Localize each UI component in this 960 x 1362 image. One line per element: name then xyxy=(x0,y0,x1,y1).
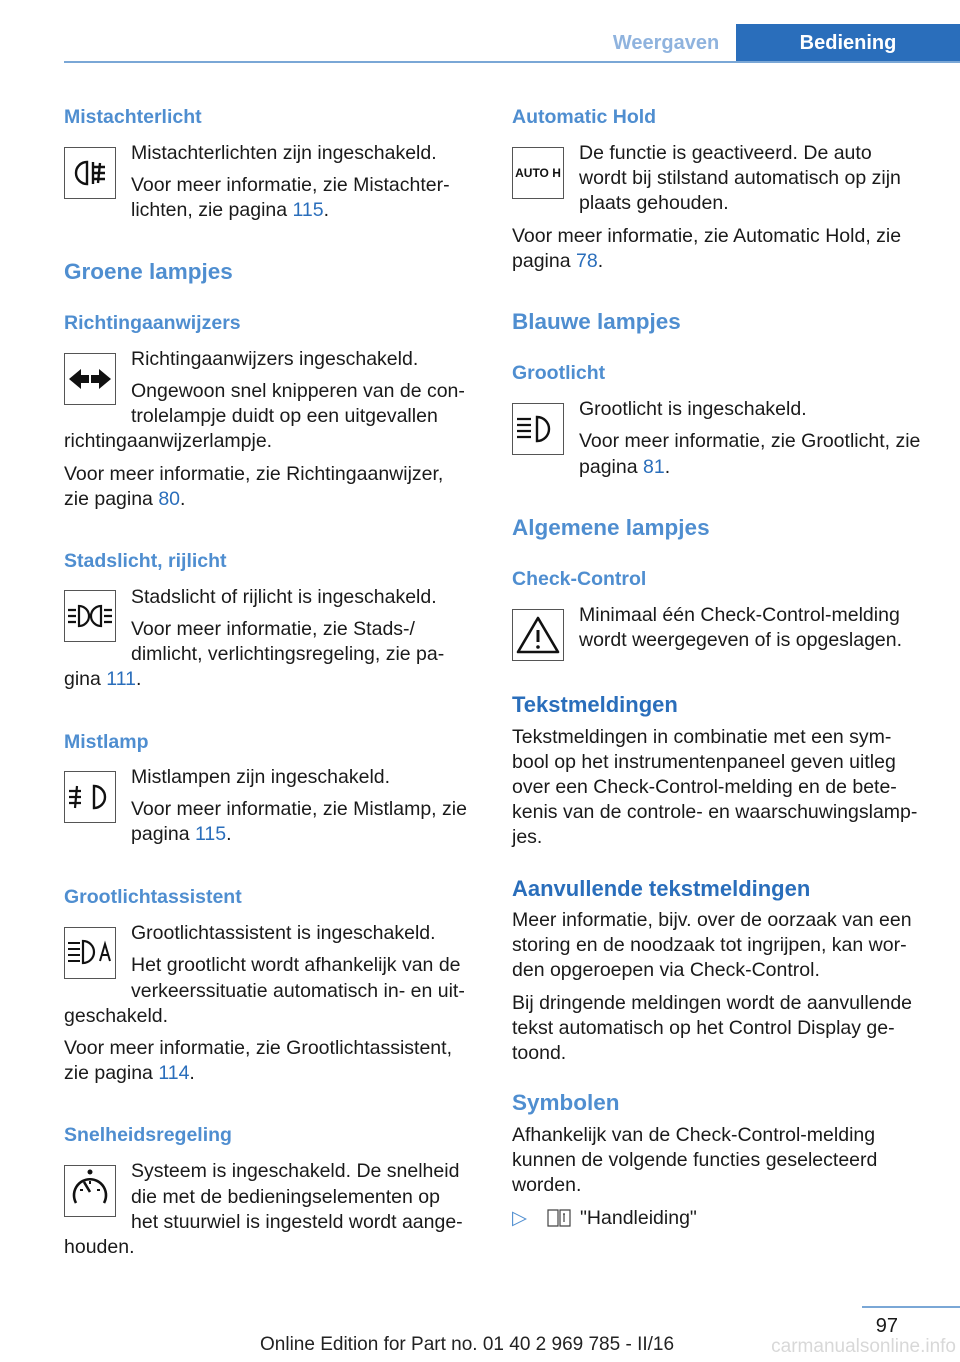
text-line: houden. xyxy=(64,1236,135,1258)
page-link[interactable]: 78 xyxy=(575,250,598,272)
text-line: pagina 115. xyxy=(131,823,232,845)
watermark: carmanualsonline.info xyxy=(771,1336,956,1357)
text-line: dimlicht, verlichtingsregeling, zie pa- xyxy=(131,643,445,665)
bullet-icon: ▷ xyxy=(512,1207,527,1229)
text-line: wordt bij stilstand automatisch op zijn xyxy=(579,167,901,189)
text-line: trolelampje duidt op een uitgevallen xyxy=(131,405,438,427)
text-line: wordt weergegeven of is opgeslagen. xyxy=(579,629,903,651)
heading-grootlicht: Grootlicht xyxy=(512,362,606,384)
heading-mistachterlicht: Mistachterlicht xyxy=(64,106,202,128)
text-line: den opgeroepen via Check-Control. xyxy=(512,959,820,981)
text-line: plaats gehouden. xyxy=(579,192,729,214)
high-beam-icon xyxy=(512,403,564,455)
auto-hold-icon-text: AUTO H xyxy=(515,166,561,180)
page-link[interactable]: 115 xyxy=(292,199,324,221)
tab-bediening[interactable]: Bediening xyxy=(736,24,960,62)
text-line: Meer informatie, bijv. over de oorzaak van een xyxy=(512,909,912,931)
text-line: Systeem is ingeschakeld. De snelheid xyxy=(131,1160,460,1182)
text-line: Bij dringende meldingen wordt de aanvullende xyxy=(512,992,913,1014)
text-line: kenis van de controle- en waarschuwingslamp- xyxy=(512,801,918,823)
text-line: Voor meer informatie, zie Stads-/ xyxy=(131,618,415,640)
heading-mistlamp: Mistlamp xyxy=(64,731,149,753)
rear-fog-light-icon xyxy=(64,147,116,199)
heading-algemene-lampjes: Algemene lampjes xyxy=(512,515,710,540)
heading-richtingaanwijzers: Richtingaanwijzers xyxy=(64,312,241,334)
text-line: tekst automatisch op het Control Display ge- xyxy=(512,1017,895,1039)
text-line: Voor meer informatie, zie Grootlichtassistent, xyxy=(64,1037,452,1059)
text-line: toond. xyxy=(512,1042,567,1064)
text-line: lichten, zie pagina 115. xyxy=(131,199,330,221)
heading-aanvullende-tekstmeldingen: Aanvullende tekstmeldingen xyxy=(512,876,811,901)
warning-triangle-icon xyxy=(512,609,564,661)
page-link[interactable]: 111 xyxy=(106,668,136,690)
heading-symbolen: Symbolen xyxy=(512,1090,620,1115)
text-line: zie pagina 114. xyxy=(64,1062,195,1084)
header-divider xyxy=(64,61,960,63)
text-line: Grootlicht is ingeschakeld. xyxy=(579,398,807,420)
text-line: Voor meer informatie, zie Automatic Hold, zie xyxy=(512,225,902,247)
cruise-control-icon xyxy=(64,1165,116,1217)
text-line: Voor meer informatie, zie Mistlamp, zie xyxy=(131,798,467,820)
text-line: Stadslicht of rijlicht is ingeschakeld. xyxy=(131,586,437,608)
page-link[interactable]: 81 xyxy=(642,456,665,478)
text-line: worden. xyxy=(512,1174,582,1196)
text-line: jes. xyxy=(512,826,543,848)
text-line: Voor meer informatie, zie Richtingaanwijzer, xyxy=(64,463,444,485)
front-fog-light-icon xyxy=(64,771,116,823)
text-line: Ongewoon snel knipperen van de con- xyxy=(131,380,465,402)
page-link[interactable]: 115 xyxy=(194,823,227,845)
text-line: Grootlichtassistent is ingeschakeld. xyxy=(131,922,436,944)
edition-text: Online Edition for Part no. 01 40 2 969 785 - II/16 xyxy=(260,1334,675,1355)
parking-light-icon xyxy=(64,590,116,642)
text-line: Tekstmeldingen in combinatie met een sym- xyxy=(512,726,892,748)
text-line: richtingaanwijzerlampje. xyxy=(64,430,273,452)
text-line: Afhankelijk van de Check-Control-melding xyxy=(512,1124,876,1146)
heading-check-control: Check-Control xyxy=(512,568,647,590)
text-line: pagina 81. xyxy=(579,456,671,478)
heading-grootlichtassistent: Grootlichtassistent xyxy=(64,886,242,908)
text-line: Richtingaanwijzers ingeschakeld. xyxy=(131,348,419,370)
footer-divider xyxy=(862,1306,960,1308)
tab-weergaven[interactable]: Weergaven xyxy=(612,32,720,54)
heading-groene-lampjes: Groene lampjes xyxy=(64,259,233,284)
text-line: bool op het instrumentenpaneel geven uitleg xyxy=(512,751,896,773)
text-line: Minimaal één Check-Control-melding xyxy=(579,604,900,626)
text-line: Mistachterlichten zijn ingeschakeld. xyxy=(131,142,437,164)
heading-automatic-hold: Automatic Hold xyxy=(512,106,657,128)
auto-hold-icon xyxy=(512,147,564,199)
page-number: 97 xyxy=(875,1315,898,1337)
text-line: die met de bedieningselementen op xyxy=(131,1186,440,1208)
page-link[interactable]: 80 xyxy=(158,488,181,510)
page-link[interactable]: 114 xyxy=(158,1062,190,1084)
high-beam-assistant-icon xyxy=(64,927,116,979)
text-line: verkeerssituatie automatisch in- en uit- xyxy=(131,980,465,1002)
text-line: Voor meer informatie, zie Grootlicht, zie xyxy=(579,430,921,452)
text-line: "Handleiding" xyxy=(580,1207,697,1229)
text-line: De functie is geactiveerd. De auto xyxy=(579,142,872,164)
text-line: het stuurwiel is ingesteld wordt aange- xyxy=(131,1211,463,1233)
text-line: Voor meer informatie, zie Mistachter- xyxy=(131,174,450,196)
text-line: over een Check-Control-melding en de bete- xyxy=(512,776,897,798)
manual-book-icon xyxy=(546,1206,572,1230)
text-line: Het grootlicht wordt afhankelijk van de xyxy=(131,954,461,976)
heading-stadslicht: Stadslicht, rijlicht xyxy=(64,550,227,572)
heading-tekstmeldingen: Tekstmeldingen xyxy=(512,692,678,717)
text-line: storing en de noodzaak tot ingrijpen, kan wor- xyxy=(512,934,907,956)
text-line: zie pagina 80. xyxy=(64,488,186,510)
text-line: gina 111. xyxy=(64,668,142,690)
turn-signal-icon xyxy=(64,353,116,405)
heading-snelheidsregeling: Snelheidsregeling xyxy=(64,1124,232,1146)
text-line: geschakeld. xyxy=(64,1005,169,1027)
heading-blauwe-lampjes: Blauwe lampjes xyxy=(512,309,681,334)
text-line: pagina 78. xyxy=(512,250,604,272)
text-line: kunnen de volgende functies geselecteerd xyxy=(512,1149,878,1171)
text-line: Mistlampen zijn ingeschakeld. xyxy=(131,766,391,788)
